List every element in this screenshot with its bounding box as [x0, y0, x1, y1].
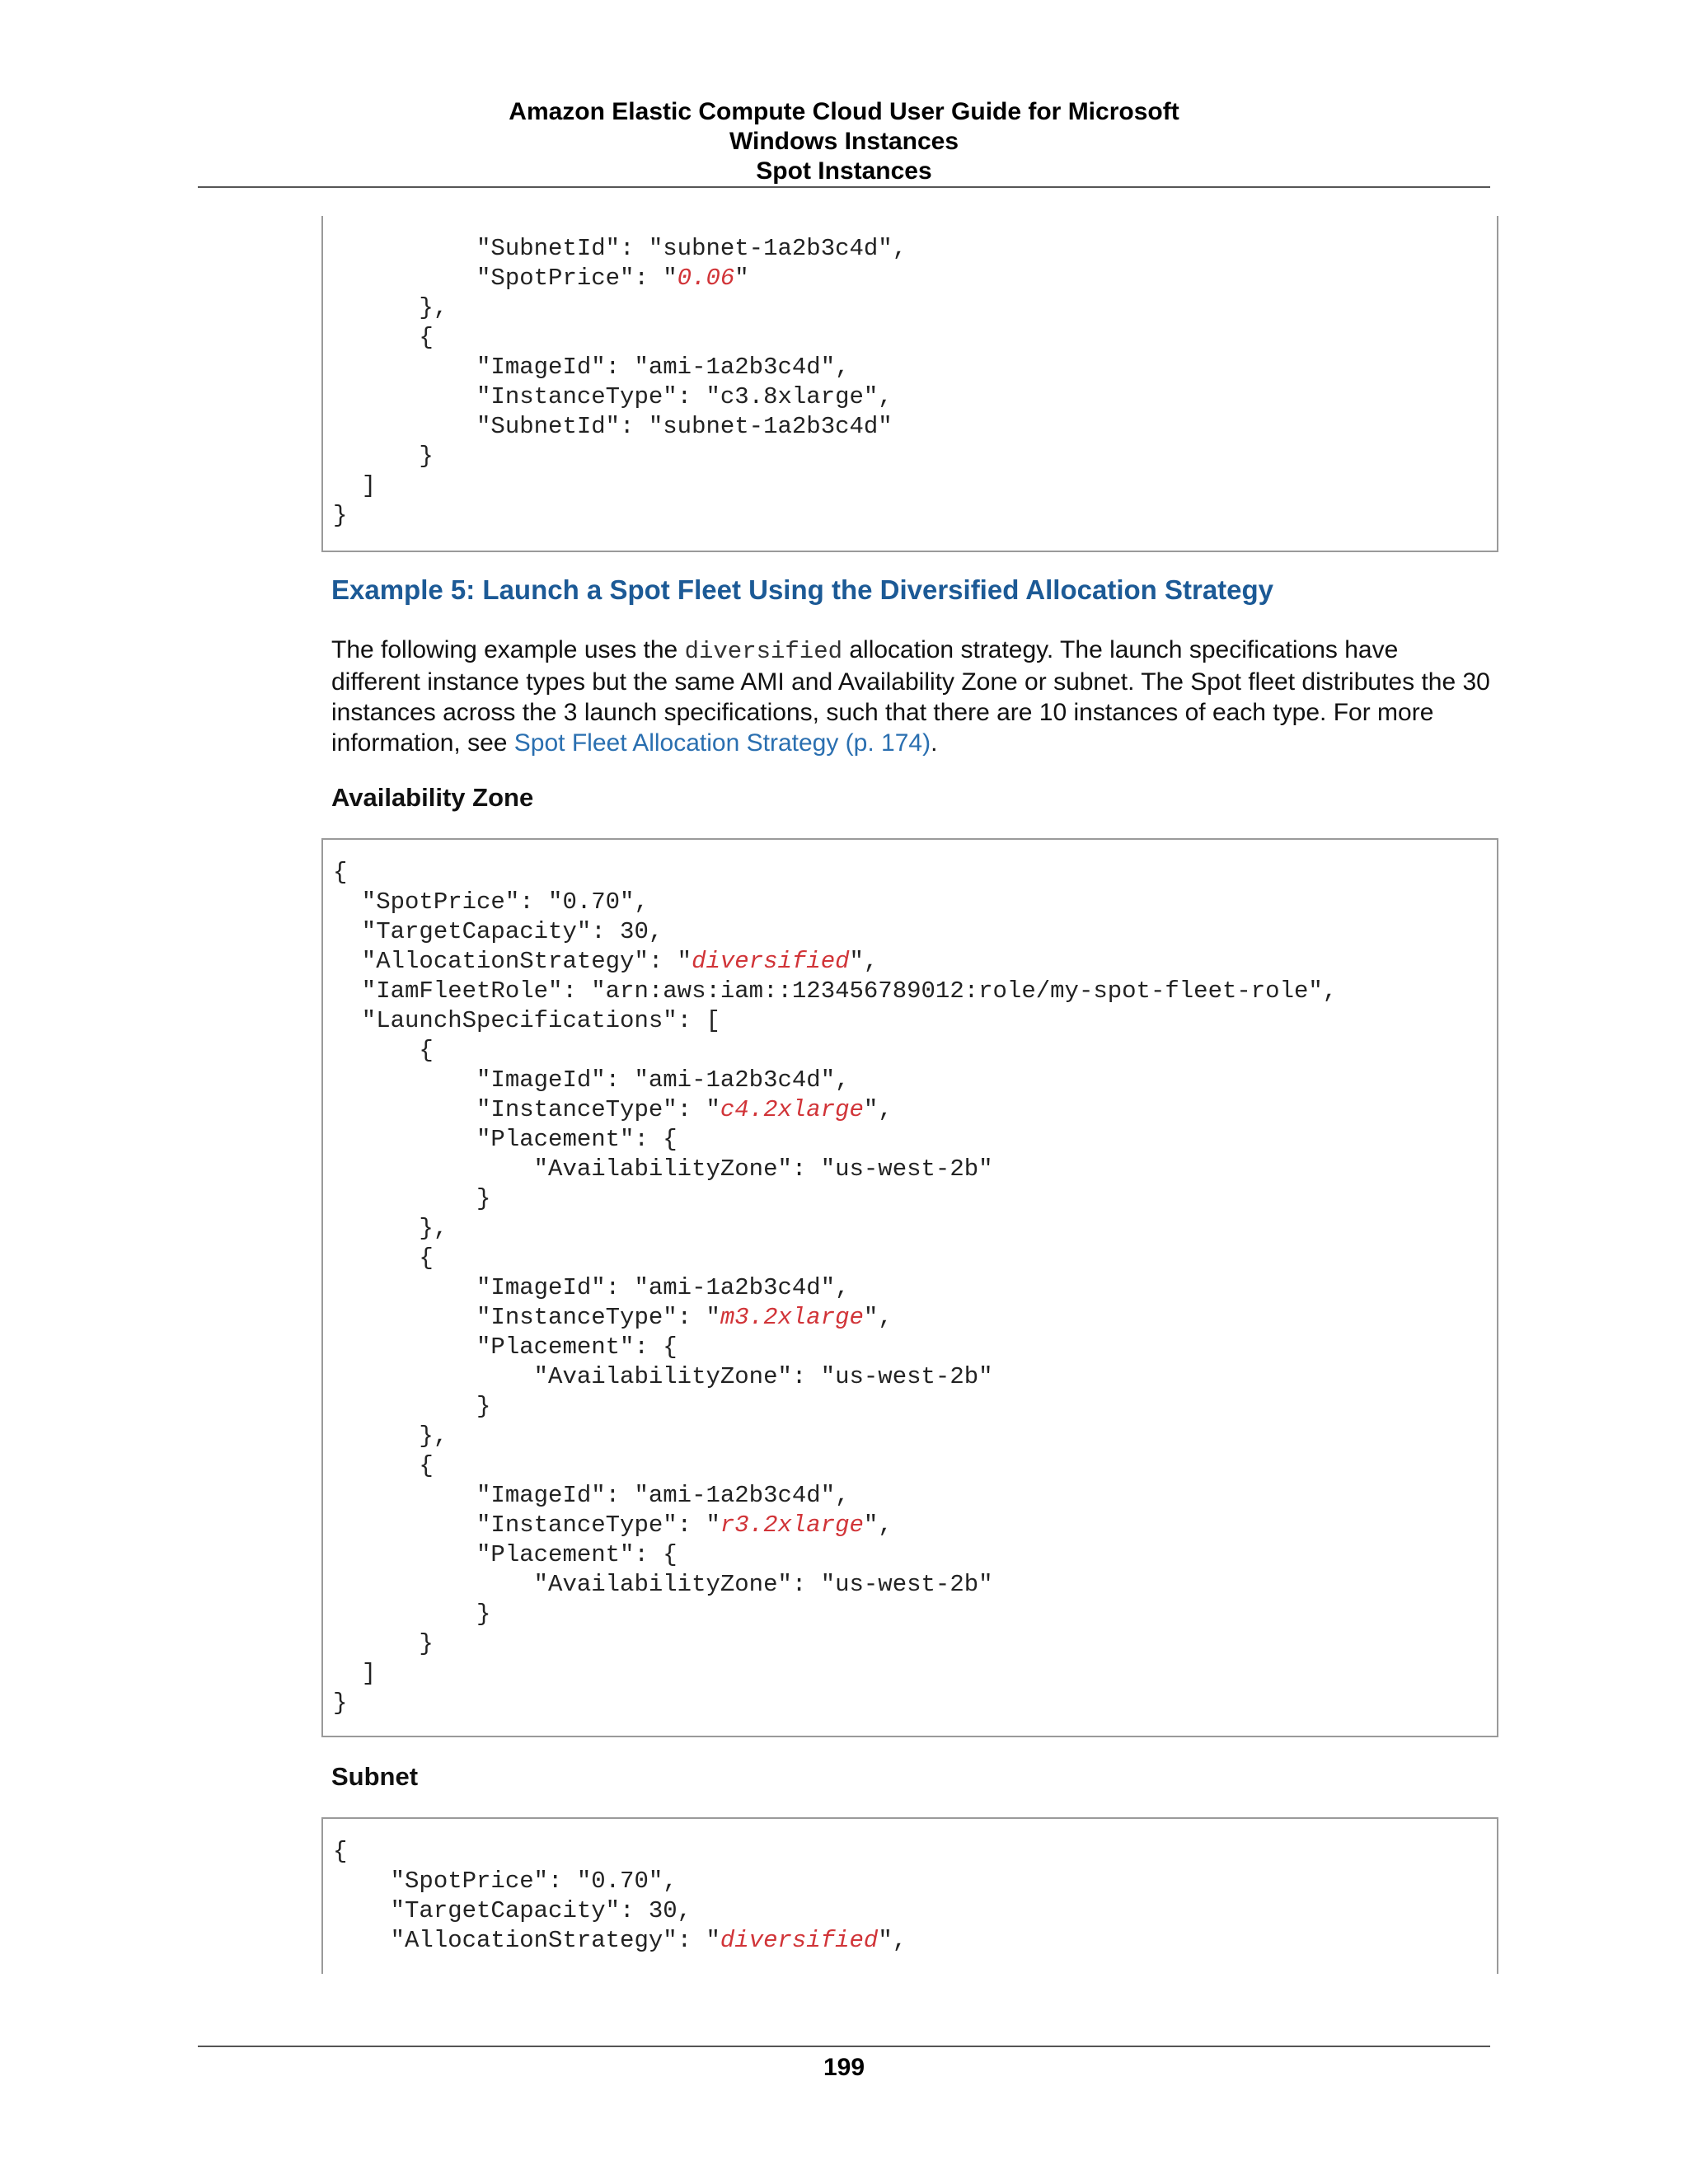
- code-line: [333, 1155, 1497, 1184]
- code-text: "ImageId": "ami-1a2b3c4d",: [333, 1482, 850, 1509]
- code-line: [333, 1095, 1497, 1125]
- section-title: Example 5: Launch a Spot Fleet Using the Diversified Allocation Strategy: [331, 574, 1274, 605]
- code-text: ",: [863, 1096, 893, 1123]
- availability-zone-heading: Availability Zone: [331, 783, 534, 812]
- code-line: [333, 1837, 1497, 1867]
- code-text: }: [333, 1393, 491, 1420]
- code-line: [333, 1362, 1497, 1392]
- code-line: [333, 1629, 1497, 1659]
- code-text: ",: [863, 1304, 893, 1331]
- code-text: "InstanceType": ": [333, 1096, 720, 1123]
- code-line: [333, 1244, 1497, 1273]
- code-text: ": [734, 265, 749, 292]
- code-line: [333, 888, 1497, 917]
- code-line: [333, 442, 1497, 471]
- code-text: "AvailabilityZone": "us-west-2b": [333, 1363, 993, 1390]
- code-text: "Placement": {: [333, 1333, 678, 1361]
- code-line: [333, 1303, 1497, 1333]
- code-text: ",: [849, 948, 879, 975]
- code-text: {: [333, 1452, 434, 1479]
- code-text: "ImageId": "ami-1a2b3c4d",: [333, 354, 850, 381]
- code-text: },: [333, 294, 448, 321]
- code-line: [333, 1273, 1497, 1303]
- code-line: [333, 1066, 1497, 1095]
- code-line: [333, 1125, 1497, 1155]
- code-line: [333, 947, 1497, 977]
- code-text: }: [333, 443, 434, 470]
- code-line: [333, 1451, 1497, 1481]
- code-line: [333, 471, 1497, 501]
- code-text: ",: [878, 1927, 907, 1954]
- code-text: "ImageId": "ami-1a2b3c4d",: [333, 1066, 850, 1094]
- code-highlight: m3.2xlarge: [720, 1304, 864, 1331]
- code-highlight: r3.2xlarge: [720, 1511, 864, 1539]
- header-section-name: Spot Instances: [756, 157, 932, 185]
- code-text: "Placement": {: [333, 1126, 678, 1153]
- code-highlight: 0.06: [677, 265, 735, 292]
- code-line: [333, 1481, 1497, 1511]
- code-line: [333, 501, 1497, 531]
- code-line: [333, 1036, 1497, 1066]
- code-line: [333, 1689, 1497, 1718]
- code-text: "Placement": {: [333, 1541, 678, 1568]
- allocation-strategy-link[interactable]: Spot Fleet Allocation Strategy (p. 174): [513, 729, 931, 757]
- code-text: }: [333, 1630, 434, 1657]
- code-text: {: [333, 859, 348, 886]
- code-text: "TargetCapacity": 30,: [333, 1897, 692, 1924]
- code-line: [333, 1184, 1497, 1214]
- code-text: ]: [333, 1660, 377, 1687]
- code-line: [333, 917, 1497, 947]
- paragraph-text: allocation strategy. The launch specifications have different instance types but the same AMI and Availability Zone or subnet. The Spot fleet distributes the 30 instances across the 3 launch specifications, such that there are 10 instances of each type. For more information, see: [331, 636, 1490, 757]
- subnet-heading: Subnet: [331, 1762, 419, 1791]
- code-block-availability-zone: [321, 838, 1498, 1737]
- code-line: [333, 234, 1497, 264]
- code-text: }: [333, 1601, 491, 1628]
- page-number: 199: [823, 2054, 865, 2081]
- code-line: [333, 1422, 1497, 1451]
- code-text: "TargetCapacity": 30,: [333, 918, 663, 945]
- code-text: "InstanceType": ": [333, 1511, 720, 1539]
- code-text: ]: [333, 472, 377, 499]
- code-text: "LaunchSpecifications": [: [333, 1007, 720, 1034]
- code-text: {: [333, 1037, 434, 1064]
- code-block-continued: [321, 216, 1498, 552]
- code-line: [333, 382, 1497, 412]
- code-line: [333, 1333, 1497, 1362]
- inline-code: diversified: [684, 638, 843, 665]
- footer-divider: [198, 2046, 1490, 2047]
- code-text: {: [333, 1838, 348, 1865]
- code-line: [333, 293, 1497, 323]
- page-header: [198, 97, 1490, 188]
- code-text: "SpotPrice": "0.70",: [333, 1868, 678, 1895]
- code-text: "SubnetId": "subnet-1a2b3c4d": [333, 413, 893, 440]
- code-highlight: diversified: [692, 948, 850, 975]
- code-line: [333, 1570, 1497, 1600]
- code-line: [333, 1659, 1497, 1689]
- code-text: "AllocationStrategy": ": [333, 948, 692, 975]
- code-line: [333, 412, 1497, 442]
- code-highlight: diversified: [720, 1927, 879, 1954]
- header-title-line-2: Windows Instances: [729, 128, 959, 155]
- paragraph-text: .: [931, 729, 938, 757]
- code-text: "ImageId": "ami-1a2b3c4d",: [333, 1274, 850, 1301]
- paragraph-text: The following example uses the: [331, 636, 685, 663]
- code-line: [333, 1926, 1497, 1956]
- code-line: [333, 1392, 1497, 1422]
- header-title-line-1: Amazon Elastic Compute Cloud User Guide for Microsoft: [509, 98, 1179, 125]
- code-line: [333, 858, 1497, 888]
- code-text: "IamFleetRole": "arn:aws:iam::123456789012:role/my-spot-fleet-role",: [333, 977, 1338, 1005]
- code-text: "AvailabilityZone": "us-west-2b": [333, 1571, 993, 1598]
- code-line: [333, 1214, 1497, 1244]
- code-text: }: [333, 1690, 348, 1717]
- code-text: }: [333, 502, 348, 529]
- code-text: "AvailabilityZone": "us-west-2b": [333, 1155, 993, 1183]
- intro-paragraph: [331, 635, 1493, 758]
- code-text: "SpotPrice": ": [333, 265, 678, 292]
- code-line: [333, 1867, 1497, 1896]
- code-text: {: [333, 1244, 434, 1272]
- code-text: "SpotPrice": "0.70",: [333, 888, 649, 916]
- code-line: [333, 264, 1497, 293]
- code-line: [333, 353, 1497, 382]
- code-text: "AllocationStrategy": ": [333, 1927, 720, 1954]
- code-text: {: [333, 324, 434, 351]
- code-line: [333, 1511, 1497, 1540]
- code-text: "InstanceType": "c3.8xlarge",: [333, 383, 893, 410]
- code-line: [333, 1540, 1497, 1570]
- code-text: ",: [863, 1511, 893, 1539]
- code-line: [333, 1006, 1497, 1036]
- code-line: [333, 1600, 1497, 1629]
- code-highlight: c4.2xlarge: [720, 1096, 864, 1123]
- code-text: },: [333, 1215, 448, 1242]
- code-line: [333, 977, 1497, 1006]
- code-line: [333, 1896, 1497, 1926]
- code-text: }: [333, 1185, 491, 1212]
- code-text: "SubnetId": "subnet-1a2b3c4d",: [333, 235, 907, 262]
- code-text: "InstanceType": ": [333, 1304, 720, 1331]
- code-line: [333, 323, 1497, 353]
- code-block-subnet: [321, 1817, 1498, 1974]
- code-text: },: [333, 1422, 448, 1450]
